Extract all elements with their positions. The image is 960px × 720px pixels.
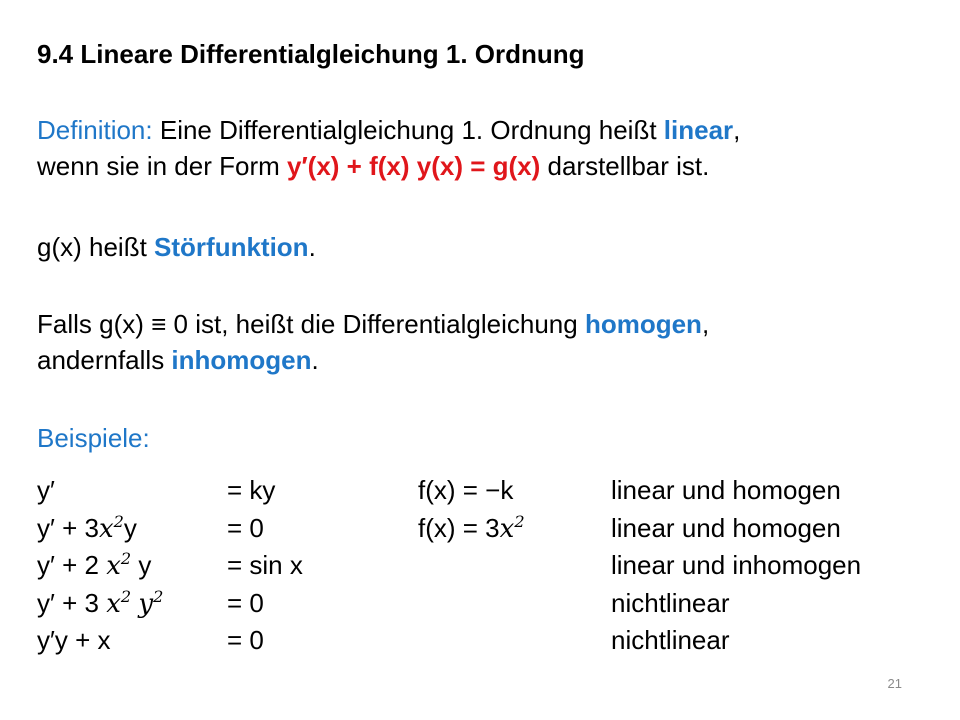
definition-line2-pre: wenn sie in der Form <box>37 151 287 181</box>
example-rhs: = ky <box>227 475 276 505</box>
definition-line-2 <box>37 148 740 184</box>
homogen-line2-post: . <box>311 345 319 375</box>
example-lhs: $y' + 3x^2y$ <box>37 511 137 544</box>
example-lhs: y′ + 3 $x^2$ $y^2$ <box>37 586 164 619</box>
example-rhs: = 0 <box>227 512 264 543</box>
definition-text-2: , <box>733 115 741 145</box>
example-coefficient: f(x) = −k <box>418 475 514 505</box>
example-classification: linear und inhomogen <box>611 550 862 580</box>
slide-title: 9.4 Lineare Differentialgleichung 1. Ordnung <box>37 39 585 69</box>
example-coefficient: $f(x) = 3x^2$ <box>418 511 525 544</box>
example-lhs: y′ + 2 $x^2$ y <box>37 549 152 581</box>
linear-ode-equation: y′(x) + f(x) y(x) = g(x) <box>286 151 541 181</box>
keyword-inhomogen: inhomogen <box>171 345 312 375</box>
definition-label: Definition: <box>37 115 153 145</box>
example-classification: linear und homogen <box>611 512 841 543</box>
stoerfunktion-post: . <box>308 232 316 262</box>
examples-label: Beispiele: <box>37 423 150 453</box>
definition-paragraph <box>37 112 740 184</box>
homogen-line-2 <box>37 342 709 378</box>
homogen-line-1 <box>37 306 709 342</box>
example-lhs: y′ <box>37 475 55 505</box>
example-rhs: = 0 <box>227 587 264 618</box>
homogen-line1-post: , <box>701 309 710 339</box>
page-number: 21 <box>887 676 902 691</box>
example-classification: linear und homogen <box>611 475 841 505</box>
homogen-line2-pre: andernfalls <box>37 345 172 375</box>
example-classification: nichtlinear <box>611 587 730 618</box>
definition-line-1 <box>37 112 740 148</box>
keyword-stoerfunktion: Störfunktion <box>154 232 309 262</box>
stoerfunktion-paragraph <box>37 229 316 265</box>
homogen-paragraph <box>37 306 709 378</box>
definition-text-1: Eine Differentialgleichung 1. Ordnung heißt <box>152 115 664 145</box>
example-rhs: = sin x <box>227 550 303 580</box>
stoerfunktion-pre: g(x) heißt <box>37 232 155 262</box>
example-classification: nichtlinear <box>611 625 730 655</box>
definition-line2-post: darstellbar ist. <box>540 151 710 181</box>
homogen-line1-pre: Falls g(x) ≡ 0 ist, heißt die Differentialgleichung <box>37 309 585 339</box>
keyword-linear: linear <box>663 115 734 145</box>
keyword-homogen: homogen <box>584 309 702 339</box>
example-lhs: y′y + x <box>37 625 111 655</box>
example-rhs: = 0 <box>227 625 264 655</box>
